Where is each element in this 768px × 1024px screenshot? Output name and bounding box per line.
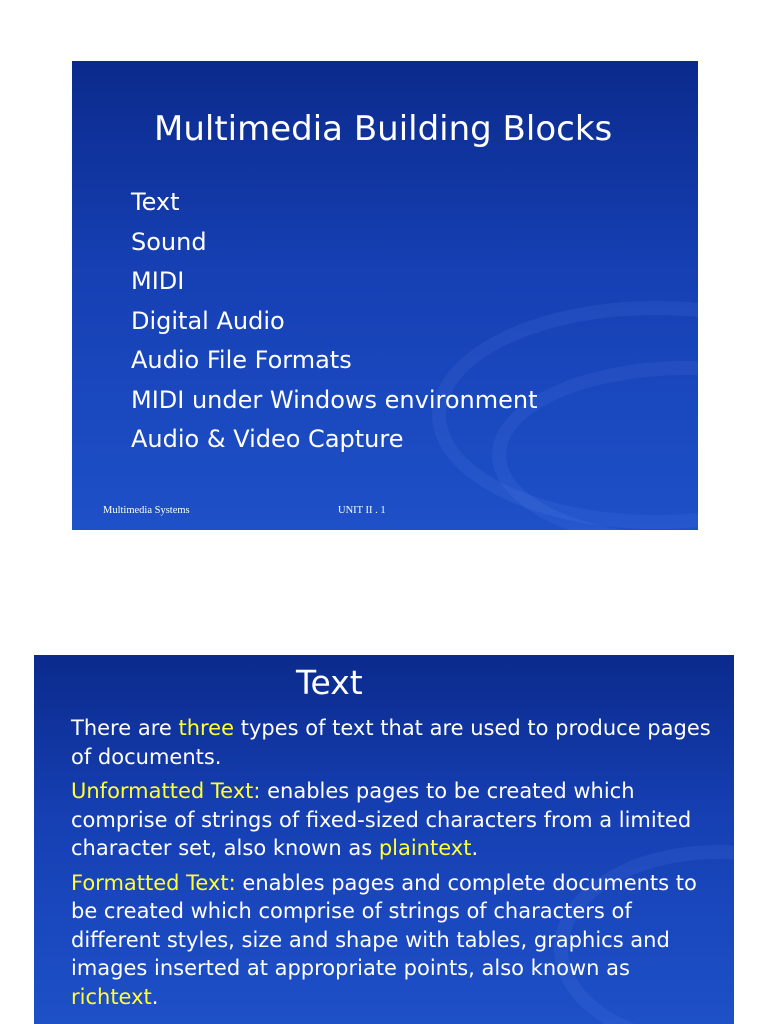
highlight-text: richtext xyxy=(71,984,152,1009)
list-item: Digital Audio xyxy=(131,306,285,335)
list-item: MIDI xyxy=(131,267,185,295)
highlight-text: plaintext xyxy=(378,836,472,860)
body-text: enables pages and complete documents to be created which comprise of strings of characters of different styles, size and shape with tables, graphics and images inserted at appropriate points, also known as xyxy=(71,870,697,980)
list-item: MIDI under Windows environment xyxy=(131,385,538,414)
topic-list xyxy=(131,183,538,460)
slide-multimedia-building-blocks xyxy=(72,61,698,530)
body-text: enables pages to be created which comprise of strings of fixed-sized characters from a limited character set, also known as xyxy=(71,779,692,860)
body-text: types of text that are used to produce pages of documents. xyxy=(71,716,711,769)
slide-title: Text xyxy=(296,663,363,702)
list-item: Text xyxy=(131,188,180,216)
list-item: Audio File Formats xyxy=(131,346,352,374)
paragraph-intro xyxy=(71,714,723,771)
term-label: Unformatted Text: xyxy=(71,779,261,803)
slide-body xyxy=(71,714,723,1017)
list-item: Audio & Video Capture xyxy=(131,425,404,453)
term-label: Formatted Text: xyxy=(71,870,236,895)
slide-title: Multimedia Building Blocks xyxy=(154,109,613,149)
body-text: . xyxy=(151,984,159,1009)
footer-course-name: Multimedia Systems xyxy=(103,505,190,516)
paragraph-unformatted-text xyxy=(71,777,723,863)
footer-unit-number: UNIT II . 1 xyxy=(338,505,386,516)
slide-text xyxy=(34,655,734,1024)
body-text: There are xyxy=(71,716,179,740)
body-text: . xyxy=(471,836,479,860)
list-item: Sound xyxy=(131,227,207,256)
paragraph-formatted-text xyxy=(71,869,723,1012)
highlight-text: three xyxy=(178,716,235,740)
